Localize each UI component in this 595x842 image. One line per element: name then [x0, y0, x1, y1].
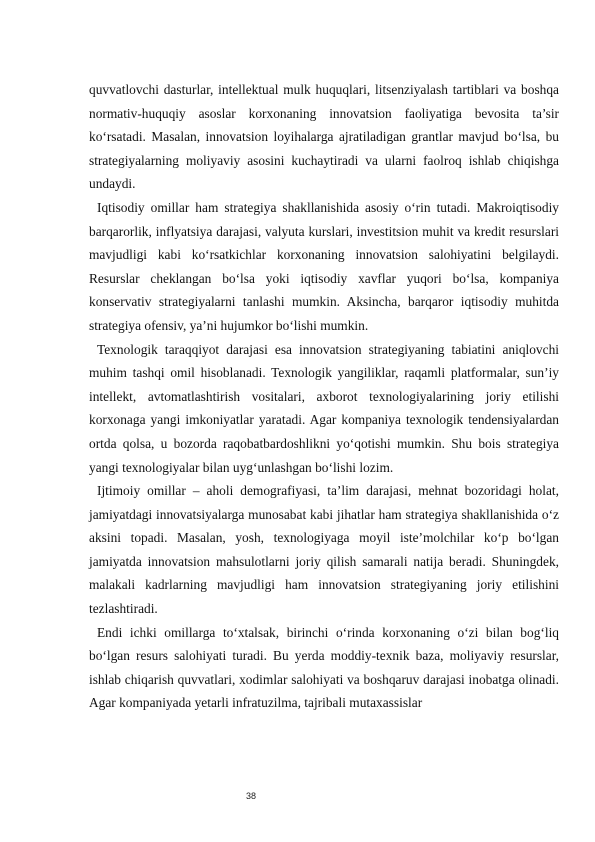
- paragraph-economic-factors: Iqtisodiy omillar ham strategiya shakllanishida asosiy o‘rin tutadi. Makroiqtisodiy barqarorlik, inflyatsiya darajasi, valyuta kurslari, investitsion muhit va kredit resurslari mavjudligi kabi ko‘rsatkichlar korxonaning innovatsion salohiyatini belgilaydi. Resurslar cheklangan bo‘lsa yoki iqtisodiy xavflar yuqori bo‘lsa, kompaniya konservativ strategiyalarni tanlashi mumkin. Aksincha, barqaror iqtisodiy muhitda strategiya ofensiv, ya’ni hujumkor bo‘lishi mumkin.: [89, 199, 559, 333]
- paragraph-social-factors: Ijtimoiy omillar – aholi demografiyasi, ta’lim darajasi, mehnat bozoridagi holat, jamiyatdagi innovatsiyalarga munosabat kabi jihatlar ham strategiya shakllanishida o‘z aksini topadi. Masalan, yosh, texnologiyaga moyil iste’molchilar ko‘p bo‘lgan jamiyatda innovatsion mahsulotlarni joriy qilish samarali natija beradi. Shuningdek, malakali kadrlarning mavjudligi ham innovatsion strategiyaning joriy etilishini tezlashtiradi.: [89, 483, 559, 617]
- document-page: [89, 78, 559, 715]
- paragraph-legal-support: quvvatlovchi dasturlar, intellektual mulk huquqlari, litsenziyalash tartiblari va boshqa normativ-huquqiy asoslar korxonaning innovatsion faoliyatiga bevosita ta’sir ko‘rsatadi. Masalan, innovatsion loyihalarga ajratiladigan grantlar mavjud bo‘lsa, bu strategiyalarning moliyaviy asosini kuchaytiradi va ularni faolroq ishlab chiqishga undaydi.: [89, 82, 559, 192]
- paragraph-technological-progress: Texnologik taraqqiyot darajasi esa innovatsion strategiyaning tabiatini aniqlovchi muhim tashqi omil hisoblanadi. Texnologik yangiliklar, raqamli platformalar, sun’iy intellekt, avtomatlashtirish vositalari, axborot texnologiyalarining joriy etilishi korxonaga yangi imkoniyatlar yaratadi. Agar kompaniya texnologik tendensiyalardan ortda qolsa, u bozorda raqobatbardoshlikni yo‘qotishi mumkin. Shu bois strategiya yangi texnologiyalar bilan uyg‘unlashgan bo‘lishi lozim.: [89, 341, 559, 475]
- paragraph-internal-factors: Endi ichki omillarga to‘xtalsak, birinchi o‘rinda korxonaning o‘zi bilan bog‘liq bo‘lgan resurs salohiyati turadi. Bu yerda moddiy-texnik baza, moliyaviy resurslar, ishlab chiqarish quvvatlari, xodimlar salohiyati va boshqaruv darajasi inobatga olinadi. Agar kompaniyada yetarli infratuzilma, tajribali mutaxassislar: [89, 624, 559, 711]
- page-number: 38: [246, 791, 257, 801]
